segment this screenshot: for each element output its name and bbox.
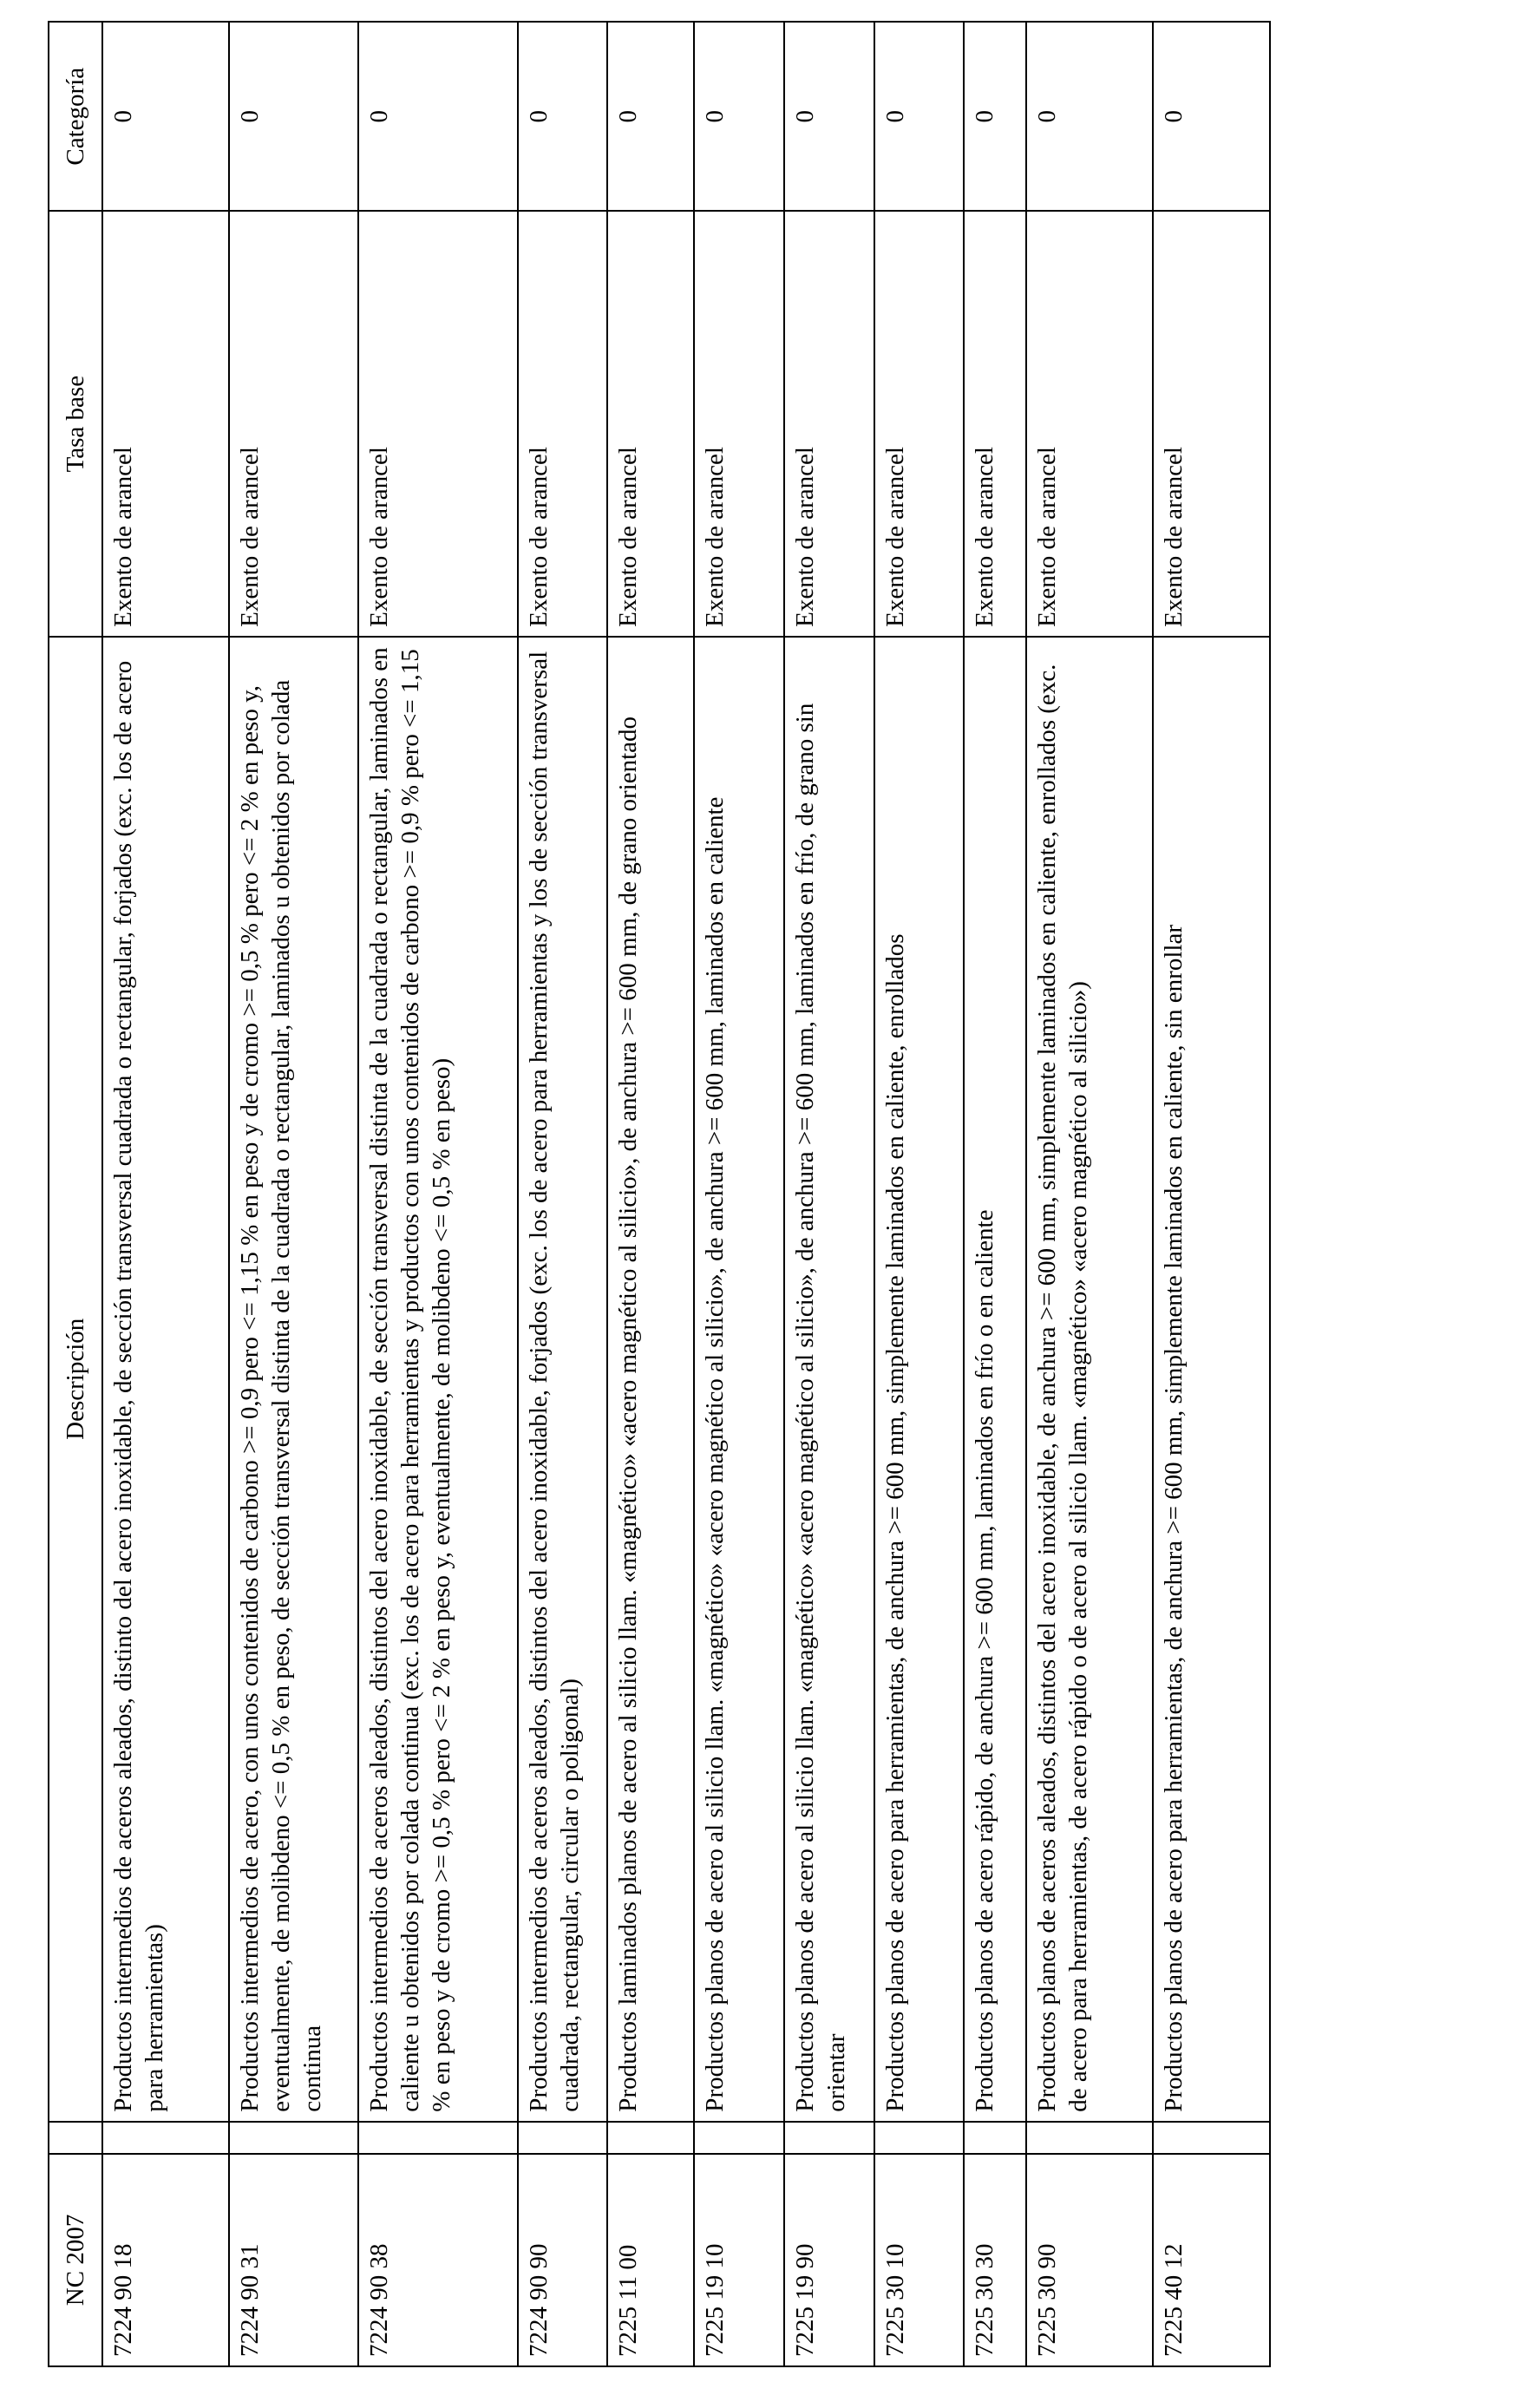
base-rate-cell: Exento de arancel	[874, 211, 965, 636]
base-rate-cell: Exento de arancel	[358, 211, 518, 636]
description-cell: Productos intermedios de acero, con unos contenidos de carbono >= 0,9 pero <= 1,15 % en peso y de cromo >= 0,5 % pero <= 2 % en peso y, eventualmente, de molibdeno <= 0,5 % en peso, de sección transversal distinta de la cuadrada o rectangular, laminados u obtenidos por colada continua	[229, 637, 358, 2122]
description-cell: Productos planos de acero para herramientas, de anchura >= 600 mm, simplemente laminados en caliente, sin enrollar	[1153, 637, 1270, 2122]
description-cell: Productos laminados planos de acero al silicio llam. «magnético» «acero magnético al silicio», de anchura >= 600 mm, de grano orientado	[607, 637, 694, 2122]
description-cell: Productos planos de acero al silicio llam. «magnético» «acero magnético al silicio», de anchura >= 600 mm, laminados en frío, de grano sin orientar	[784, 637, 874, 2122]
nc-code-cell: 7225 40 12	[1153, 2154, 1270, 2366]
spacer-cell	[964, 2122, 1025, 2154]
spacer-cell	[607, 2122, 694, 2154]
header-base-rate: Tasa base	[49, 211, 102, 636]
table-row	[358, 22, 518, 2366]
category-cell: 0	[607, 22, 694, 211]
nc-code-cell: 7224 90 90	[518, 2154, 608, 2366]
table-row	[874, 22, 965, 2366]
table-row	[964, 22, 1025, 2366]
category-cell: 0	[1026, 22, 1153, 211]
spacer-cell	[784, 2122, 874, 2154]
spacer-cell	[358, 2122, 518, 2154]
spacer-cell	[1153, 2122, 1270, 2154]
nc-code-cell: 7224 90 31	[229, 2154, 358, 2366]
rotated-page	[48, 21, 1271, 2367]
category-cell: 0	[358, 22, 518, 211]
category-cell: 0	[964, 22, 1025, 211]
base-rate-cell: Exento de arancel	[229, 211, 358, 636]
spacer-cell	[1026, 2122, 1153, 2154]
base-rate-cell: Exento de arancel	[607, 211, 694, 636]
table-row	[1026, 22, 1153, 2366]
category-cell: 0	[518, 22, 608, 211]
header-description: Descripción	[49, 637, 102, 2122]
nc-code-cell: 7225 19 10	[694, 2154, 784, 2366]
table-row	[607, 22, 694, 2366]
base-rate-cell: Exento de arancel	[1153, 211, 1270, 636]
description-cell: Productos intermedios de aceros aleados, distintos del acero inoxidable, de sección transversal distinta de la cuadrada o rectangular, laminados en caliente u obtenidos por colada continua (exc. los de acero para herramientas y productos con unos contenidos de carbono >= 0,9 % pero <= 1,15 % en peso y de cromo >= 0,5 % pero <= 2 % en peso y, eventualmente, de molibdeno <= 0,5 % en peso)	[358, 637, 518, 2122]
category-cell: 0	[102, 22, 229, 211]
table-body	[102, 22, 1270, 2366]
category-cell: 0	[229, 22, 358, 211]
spacer-cell	[229, 2122, 358, 2154]
table-row	[784, 22, 874, 2366]
nc-code-cell: 7225 30 30	[964, 2154, 1025, 2366]
header-gap	[49, 2122, 102, 2154]
description-cell: Productos planos de aceros aleados, distintos del acero inoxidable, de anchura >= 600 mm, simplemente laminados en caliente, enrollados (exc. de acero para herramientas, de acero rápido o de acero al silicio llam. «magnético» «acero magnético al silicio»)	[1026, 637, 1153, 2122]
category-cell: 0	[784, 22, 874, 211]
table-row	[518, 22, 608, 2366]
base-rate-cell: Exento de arancel	[964, 211, 1025, 636]
spacer-cell	[518, 2122, 608, 2154]
table-row	[229, 22, 358, 2366]
spacer-cell	[102, 2122, 229, 2154]
table-header-row	[49, 22, 102, 2366]
description-cell: Productos intermedios de aceros aleados, distintos del acero inoxidable, forjados (exc. los de acero para herramientas y los de sección transversal cuadrada, rectangular, circular o poligonal)	[518, 637, 608, 2122]
category-cell: 0	[1153, 22, 1270, 211]
nc-code-cell: 7224 90 18	[102, 2154, 229, 2366]
base-rate-cell: Exento de arancel	[102, 211, 229, 636]
category-cell: 0	[694, 22, 784, 211]
description-cell: Productos planos de acero para herramientas, de anchura >= 600 mm, simplemente laminados en caliente, enrollados	[874, 637, 965, 2122]
description-cell: Productos planos de acero al silicio llam. «magnético» «acero magnético al silicio», de anchura >= 600 mm, laminados en caliente	[694, 637, 784, 2122]
nc-code-cell: 7225 30 10	[874, 2154, 965, 2366]
nc-code-cell: 7225 30 90	[1026, 2154, 1153, 2366]
category-cell: 0	[874, 22, 965, 211]
base-rate-cell: Exento de arancel	[784, 211, 874, 636]
base-rate-cell: Exento de arancel	[694, 211, 784, 636]
nc-code-cell: 7225 11 00	[607, 2154, 694, 2366]
description-cell: Productos intermedios de aceros aleados, distinto del acero inoxidable, de sección transversal cuadrada o rectangular, forjados (exc. los de acero para herramientas)	[102, 637, 229, 2122]
table-row	[102, 22, 229, 2366]
spacer-cell	[874, 2122, 965, 2154]
description-cell: Productos planos de acero rápido, de anchura >= 600 mm, laminados en frío o en caliente	[964, 637, 1025, 2122]
table-row	[1153, 22, 1270, 2366]
tariff-table	[48, 21, 1271, 2367]
base-rate-cell: Exento de arancel	[1026, 211, 1153, 636]
nc-code-cell: 7225 19 90	[784, 2154, 874, 2366]
spacer-cell	[694, 2122, 784, 2154]
base-rate-cell: Exento de arancel	[518, 211, 608, 636]
table-row	[694, 22, 784, 2366]
nc-code-cell: 7224 90 38	[358, 2154, 518, 2366]
header-nc: NC 2007	[49, 2154, 102, 2366]
header-category: Categoría	[49, 22, 102, 211]
